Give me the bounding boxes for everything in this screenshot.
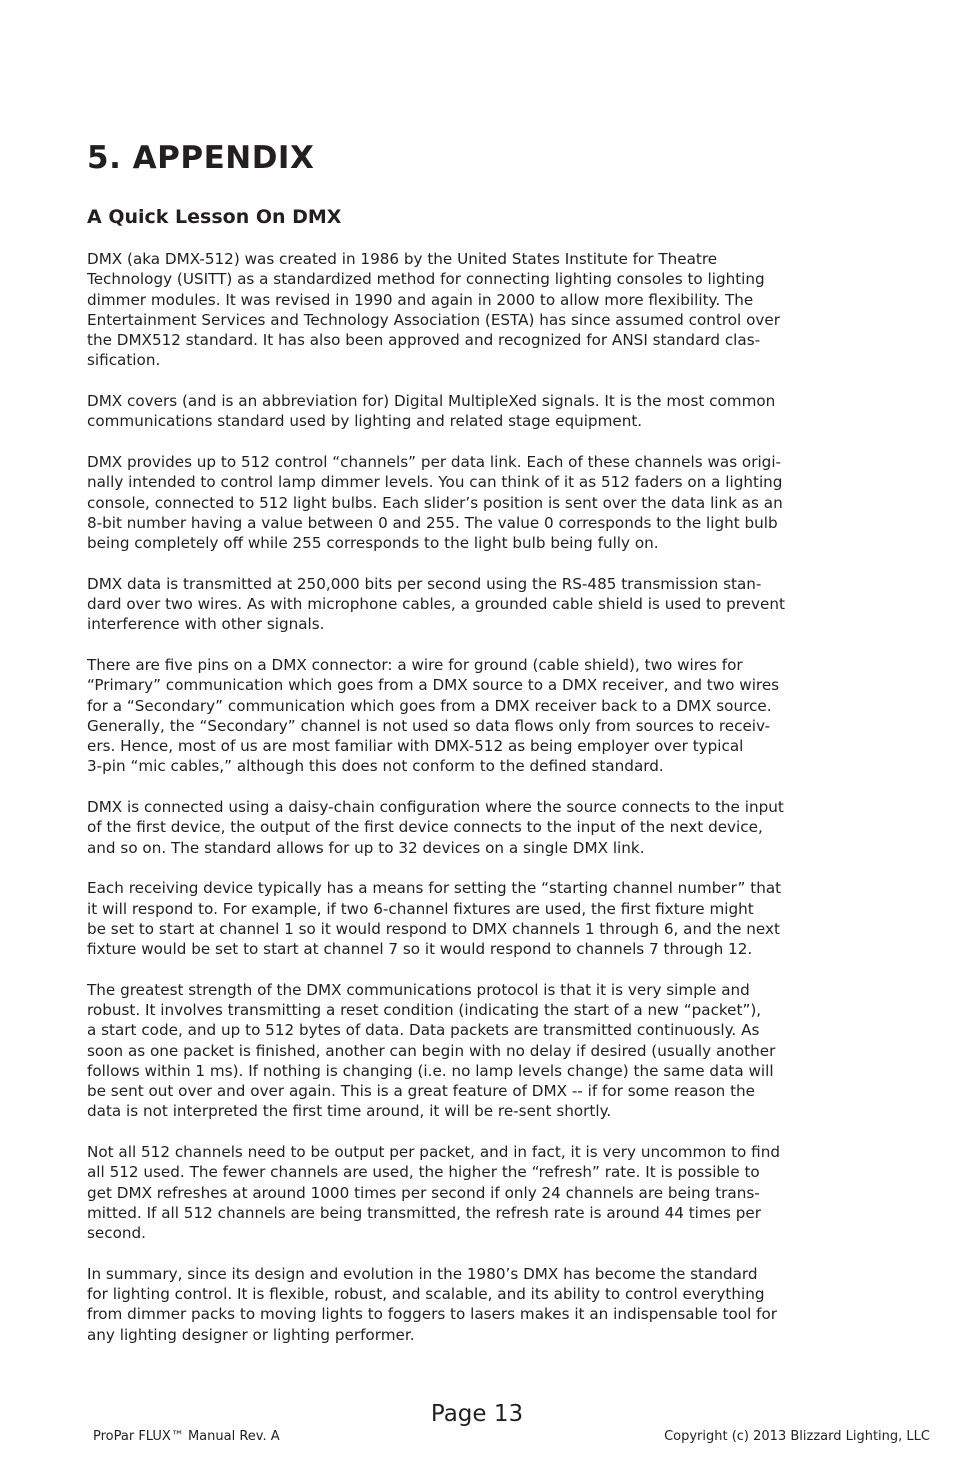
text-line: soon as one packet is finished, another can begin with no delay if desired (usually another [87,1041,776,1060]
text-line: There are five pins on a DMX connector: a wire for ground (cable shield), two wires for [87,655,743,674]
text-line: DMX provides up to 512 control “channels” per data link. Each of these channels was origi- [87,452,782,471]
text-line: dimmer modules. It was revised in 1990 and again in 2000 to allow more flexibility. The [87,290,754,309]
text-line: the DMX512 standard. It has also been approved and recognized for ANSI standard clas- [87,331,761,350]
text-line: Entertainment Services and Technology Association (ESTA) has since assumed control over [87,310,780,329]
text-line: follows within 1 ms). If nothing is changing (i.e. no lamp levels change) the same data will [87,1061,774,1080]
text-line: dard over two wires. As with microphone cables, a grounded cable shield is used to prevent [87,595,785,614]
text-line: being completely off while 255 corresponds to the light bulb being fully on. [87,534,659,553]
text-line: DMX data is transmitted at 250,000 bits per second using the RS-485 transmission stan- [87,574,762,593]
text-line: from dimmer packs to moving lights to foggers to lasers makes it an indispensable tool for [87,1305,778,1324]
text-line: In summary, since its design and evolution in the 1980’s DMX has become the standard [87,1264,758,1283]
text-line: Generally, the “Secondary” channel is not used so data flows only from sources to receiv- [87,716,771,735]
text-line: DMX covers (and is an abbreviation for) Digital MultipleXed signals. It is the most common [87,392,776,411]
text-line: “Primary” communication which goes from a DMX source to a DMX receiver, and two wires [87,676,780,695]
text-line: Each receiving device typically has a means for setting the “starting channel number” that [87,879,782,898]
paragraph [87,391,887,432]
text-line: for lighting control. It is flexible, robust, and scalable, and its ability to control everything [87,1285,765,1304]
text-line: DMX (aka DMX-512) was created in 1986 by the United States Institute for Theatre [87,250,718,268]
text-line: sification. [87,351,161,370]
paragraph [87,1142,887,1243]
text-line: interference with other signals. [87,615,325,634]
paragraph [87,878,887,959]
text-line: Technology (USITT) as a standardized method for connecting lighting consoles to lighting [87,270,765,289]
text-line: mitted. If all 512 channels are being transmitted, the refresh rate is around 44 times per [87,1203,762,1222]
text-line: all 512 used. The fewer channels are used, the higher the “refresh” rate. It is possible to [87,1163,760,1182]
text-line: console, connected to 512 light bulbs. Each slider’s position is sent over the data link as an [87,493,783,512]
text-line: Not all 512 channels need to be output per packet, and in fact, it is very uncommon to find [87,1143,780,1162]
text-line: communications standard used by lighting and related stage equipment. [87,412,643,431]
footer-manual-title: ProPar FLUX™ Manual Rev. A [93,1429,280,1444]
footer-copyright: Copyright (c) 2013 Blizzard Lighting, LLC [664,1429,930,1444]
text-line: it will respond to. For example, if two 6-channel fixtures are used, the first fixture might [87,899,754,918]
text-line: for a “Secondary” communication which goes from a DMX receiver back to a DMX source. [87,696,772,715]
text-line: of the first device, the output of the first device connects to the input of the next device, [87,818,763,837]
section-heading: A Quick Lesson On DMX [87,206,342,228]
text-line: ers. Hence, most of us are most familiar with DMX-512 as being employer over typical [87,737,744,756]
text-line: 3-pin “mic cables,” although this does not conform to the defined standard. [87,757,664,776]
body-text [87,249,887,1365]
paragraph [87,249,887,371]
page-number: Page 13 [430,1401,524,1427]
text-line: second. [87,1224,146,1243]
text-line: and so on. The standard allows for up to 32 devices on a single DMX link. [87,838,645,857]
text-line: data is not interpreted the first time around, it will be re-sent shortly. [87,1102,612,1121]
paragraph [87,797,887,858]
paragraph [87,574,887,635]
page-title: 5. APPENDIX [87,140,315,176]
text-line: robust. It involves transmitting a reset condition (indicating the start of a new “packet”), [87,1000,762,1019]
text-line: a start code, and up to 512 bytes of data. Data packets are transmitted continuously. As [87,1021,760,1040]
text-line: DMX is connected using a daisy-chain configuration where the source connects to the input [87,798,784,817]
paragraph [87,1264,887,1345]
text-line: The greatest strength of the DMX communications protocol is that it is very simple and [87,980,750,999]
paragraph [87,655,887,777]
paragraph [87,980,887,1122]
paragraph [87,452,887,553]
text-line: get DMX refreshes at around 1000 times per second if only 24 channels are being trans- [87,1183,760,1202]
text-line: any lighting designer or lighting performer. [87,1325,415,1344]
text-line: be sent out over and over again. This is a great feature of DMX -- if for some reason the [87,1082,756,1101]
text-line: nally intended to control lamp dimmer levels. You can think of it as 512 faders on a lighting [87,473,783,492]
text-line: 8-bit number having a value between 0 and 255. The value 0 corresponds to the light bulb [87,513,778,532]
text-line: fixture would be set to start at channel 7 so it would respond to channels 7 through 12. [87,940,753,959]
text-line: be set to start at channel 1 so it would respond to DMX channels 1 through 6, and the next [87,919,780,938]
